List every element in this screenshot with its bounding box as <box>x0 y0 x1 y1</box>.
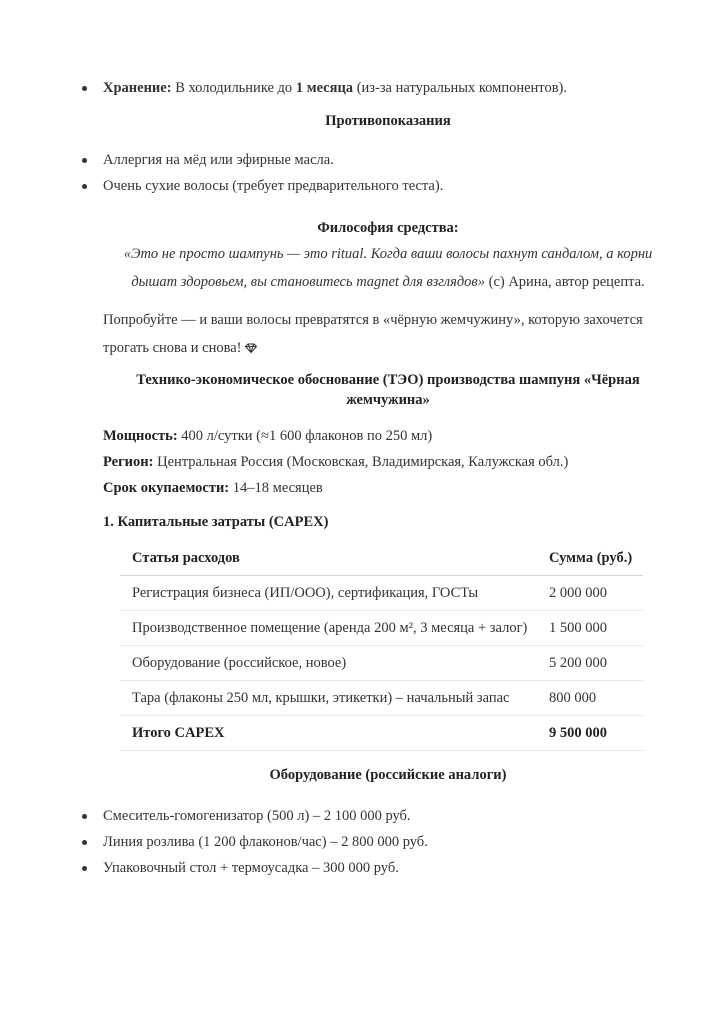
storage-text-b: (из-за натуральных компонентов). <box>353 80 567 96</box>
teo-title <box>100 370 676 410</box>
table-total-row <box>120 716 643 751</box>
capacity-label: Мощность: <box>103 428 178 444</box>
capex-title-text: 1. Капитальные затраты (CAPEX) <box>103 514 329 530</box>
capex-title <box>103 509 328 535</box>
table-row <box>120 646 643 681</box>
region-value: Центральная Россия (Московская, Владимирская, Калужская обл.) <box>153 454 569 470</box>
total-label: Итого CAPEX <box>120 716 537 751</box>
list-item: Очень сухие волосы (требует предварительного теста). <box>80 173 443 199</box>
payback-value: 14–18 месяцев <box>229 480 323 496</box>
payback-label: Срок окупаемости: <box>103 480 230 496</box>
table-cell-sum: 5 200 000 <box>537 646 643 681</box>
equipment-title: Оборудование (российские аналоги) <box>269 767 507 783</box>
table-cell-sum: 1 500 000 <box>537 611 643 646</box>
philosophy-title: Философия средства: <box>317 220 459 236</box>
table-row <box>120 576 643 611</box>
capex-table <box>120 541 643 751</box>
table-cell-item: Тара (флаконы 250 мл, крышки, этикетки) – начальный запас <box>120 681 537 716</box>
list-item: Смеситель-гомогенизатор (500 л) – 2 100 000 руб. <box>80 803 428 829</box>
contraindications-title: Противопоказания <box>325 113 451 129</box>
storage-text-a: В холодильнике до <box>171 80 296 96</box>
table-cell-item: Производственное помещение (аренда 200 м², 3 месяца + залог) <box>120 611 537 646</box>
column-header-sum: Сумма (руб.) <box>537 541 643 576</box>
list-item <box>80 75 567 101</box>
storage-list <box>80 75 567 101</box>
contraindications-list <box>80 147 443 199</box>
capacity-line <box>103 423 432 449</box>
teo-title-line-2: жемчужина» <box>346 392 430 408</box>
list-item: Линия розлива (1 200 флаконов/час) – 2 800 000 руб. <box>80 829 428 855</box>
philosophy-quote <box>100 240 676 296</box>
payback-line <box>103 475 323 501</box>
table-cell-sum: 800 000 <box>537 681 643 716</box>
cta-line-1: Попробуйте — и ваши волосы превратятся в «чёрную жемчужину», которую захочется <box>103 312 643 328</box>
storage-label: Хранение: <box>103 80 172 96</box>
table-header-row <box>120 541 643 576</box>
quote-line-1: «Это не просто шампунь — это ritual. Когда ваши волосы пахнут сандалом, а корни <box>123 246 653 262</box>
table-cell-item: Оборудование (российское, новое) <box>120 646 537 681</box>
table-row <box>120 681 643 716</box>
teo-title-line-1: Технико-экономическое обоснование (ТЭО) производства шампуня «Чёрная <box>136 372 640 388</box>
table-cell-sum: 2 000 000 <box>537 576 643 611</box>
region-line <box>103 449 568 475</box>
capacity-value: 400 л/сутки (≈1 600 флаконов по 250 мл) <box>177 428 433 444</box>
column-header-item: Статья расходов <box>120 541 537 576</box>
region-label: Регион: <box>103 454 154 470</box>
equipment-list <box>80 803 428 881</box>
list-item: Упаковочный стол + термоусадка – 300 000 руб. <box>80 855 428 881</box>
storage-duration: 1 месяца <box>295 80 354 96</box>
quote-line-2: дышат здоровьем, вы становитесь magnet для взглядов» <box>131 274 485 290</box>
list-item: Аллергия на мёд или эфирные масла. <box>80 147 443 173</box>
table-cell-item: Регистрация бизнеса (ИП/ООО), сертификация, ГОСТы <box>120 576 537 611</box>
total-sum: 9 500 000 <box>537 716 643 751</box>
cta-line-2: трогать снова и снова! <box>103 340 242 356</box>
cta-paragraph <box>103 306 663 362</box>
table-row <box>120 611 643 646</box>
gem-icon <box>245 343 257 353</box>
quote-attribution: (с) Арина, автор рецепта. <box>484 274 645 290</box>
